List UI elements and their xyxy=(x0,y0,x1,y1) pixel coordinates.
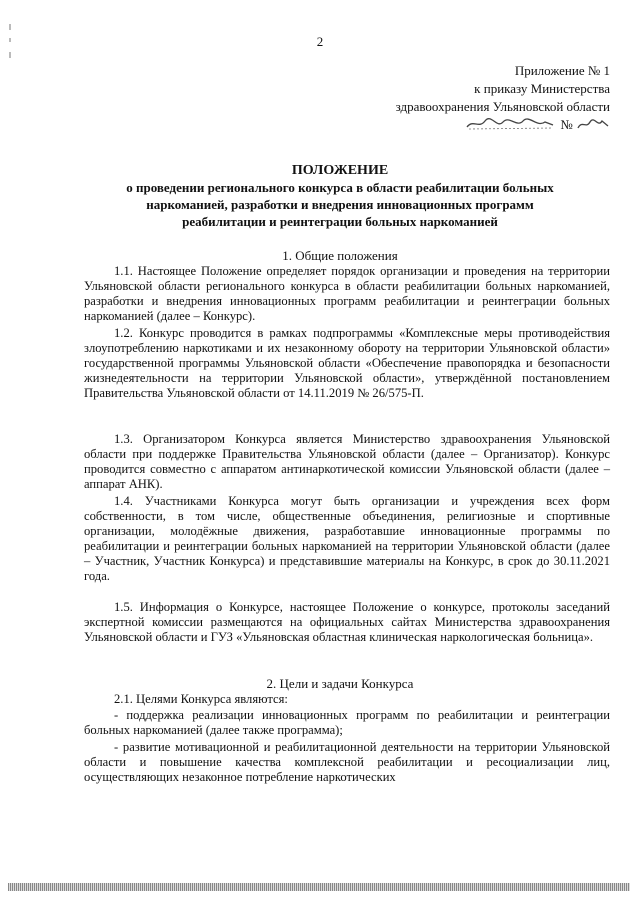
paragraph-1-1: 1.1. Настоящее Положение определяет порядок организации и проведения на территории Ульяновской области регионального конкурса в области реабилитации больных наркоманией, разработки и внедрения инновационных программ реабилитации и реинтеграции больных наркоманией (далее – Конкурс). xyxy=(84,264,610,323)
annex-line-2: к приказу Министерства xyxy=(474,81,610,96)
paragraph-2-1: 2.1. Целями Конкурса являются: xyxy=(114,692,288,706)
annex-line-3: здравоохранения Ульяновской области xyxy=(395,99,610,114)
paragraph-1-2: 1.2. Конкурс проводится в рамках подпрограммы «Комплексные меры противодействия злоупотреблению наркотиками и их незаконному обороту на территории Ульяновской области» государственной программы Ульяновской области «Обеспечение правопорядка и безопасности жизнедеятельности на территории Ульяновской области», утверждённой постановлением Правительства Ульяновской области от 14.11.2019 № 26/575-П. xyxy=(84,326,610,400)
order-number-label: № xyxy=(560,117,573,132)
goal-item-1: - поддержка реализации инновационных программ по реабилитации и реинтеграции больных наркоманией (далее также программа); xyxy=(84,708,610,737)
scan-edge-band xyxy=(8,883,630,891)
title-main: ПОЛОЖЕНИЕ xyxy=(291,163,389,178)
title-line-2: наркоманией, разработки и внедрения инновационных программ xyxy=(146,197,534,212)
handwritten-number-icon xyxy=(576,117,610,131)
document-title xyxy=(80,162,600,230)
annex-line-4 xyxy=(396,116,610,134)
title-line-1: о проведении регионального конкурса в области реабилитации больных xyxy=(126,180,554,195)
paragraph-1-4: 1.4. Участниками Конкурса могут быть организации и учреждения всех форм собственности, в том числе, общественные объединения, религиозные и спортивные организации, молодёжные движения, разработавшие инновационные программы по реабилитации и реинтеграции больных наркоманией на территории Ульяновской области (далее – Участник, Участник Конкурса) и представившие материалы на Конкурс, в срок до 30.11.2021 года. xyxy=(84,494,610,583)
paragraph-1-5: 1.5. Информация о Конкурсе, настоящее Положение о конкурсе, протоколы заседаний экспертной комиссии размещаются на официальных сайтах Министерства здравоохранения Ульяновской области и ГУЗ «Ульяновская областная клиническая наркологическая больница». xyxy=(84,600,610,644)
section-1-title: 1. Общие положения xyxy=(282,248,398,263)
page-number: 2 xyxy=(316,34,324,49)
title-line-3: реабилитации и реинтеграции больных наркоманией xyxy=(182,214,498,229)
goal-item-2: - развитие мотивационной и реабилитационной деятельности на территории Ульяновской области и повышение качества комплексной реабилитации и ресоциализации лиц, осуществляющих незаконное потребление наркотических xyxy=(84,740,610,784)
paragraph-1-3: 1.3. Организатором Конкурса является Министерство здравоохранения Ульяновской области при поддержке Правительства Ульяновской области (далее – Организатор). Конкурс проводится совместно с аппаратом антинаркотической комиссии Ульяновской области (далее – аппарат АНК). xyxy=(84,432,610,491)
annex-line-1: Приложение № 1 xyxy=(514,63,610,78)
section-2-title: 2. Цели и задачи Конкурса xyxy=(266,676,414,691)
annex-header xyxy=(396,62,610,134)
handwritten-date-icon xyxy=(465,117,557,131)
